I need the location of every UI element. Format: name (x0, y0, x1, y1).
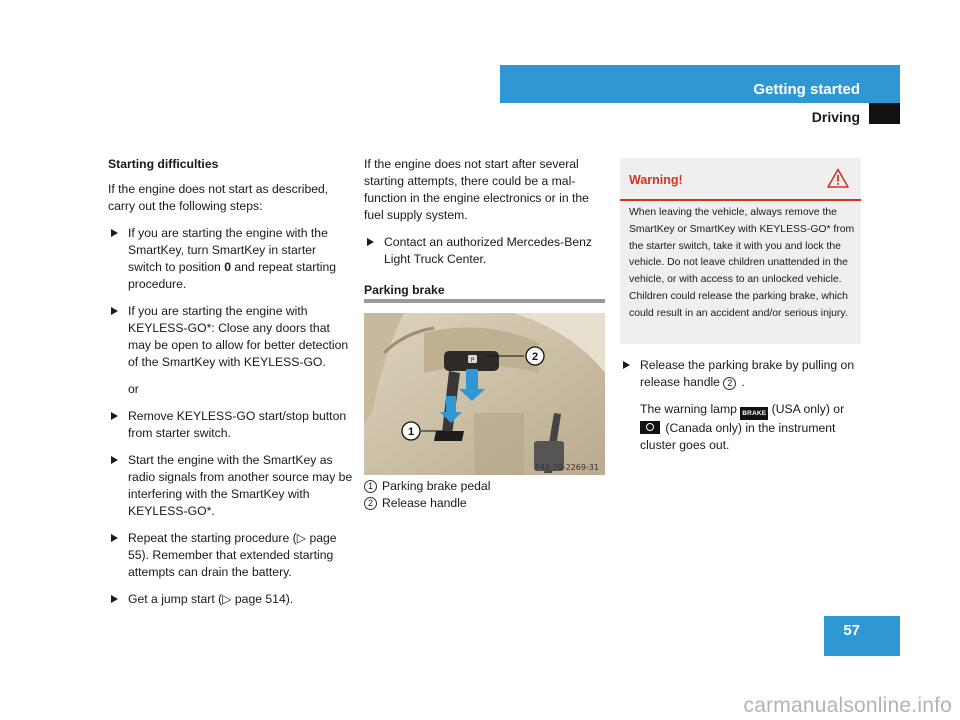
bullet-arrow-icon (111, 412, 118, 420)
lamp-text-usa: (USA only) or (768, 402, 845, 416)
bullet-arrow-icon (367, 238, 374, 246)
step-jump-start (108, 591, 353, 608)
warning-triangle-icon (827, 168, 849, 188)
bullet-arrow-icon (111, 229, 118, 237)
step-text: Contact an authorized Mercedes-Benz Light Truck Center. (384, 235, 592, 266)
warning-header (620, 158, 861, 200)
step-remove-button (108, 408, 353, 442)
caption-text: Release handle (382, 496, 467, 510)
step-text: Remove KEYLESS-GO start/stop button from starter switch. (128, 409, 347, 440)
parking-brake-heading: Parking brake (364, 283, 445, 297)
lamp-text-canada: (Canada only) in the instrument cluster goes out. (640, 421, 836, 452)
lamp-text: The warning lamp (640, 402, 741, 416)
subsection-title: Driving (811, 109, 860, 125)
step-text: Start the engine with the SmartKey as radio signals from another source may be interfering with the SmartKey with KEYLESS-GO*. (128, 453, 353, 518)
bullet-arrow-icon (111, 456, 118, 464)
warning-text: When leaving the vehicle, always remove the SmartKey or SmartKey with KEYLESS-GO* from the starter switch, take it with you and lock the vehicle. Do not leave children unattended in the vehicle, or with access to an unlocked vehicle. Children could release the parking brake, which could result in an accident and/or serious injury. (629, 207, 855, 319)
intro-paragraph: If the engine does not start as described, carry out the following steps: (108, 182, 329, 213)
or-text: or (128, 382, 139, 396)
step-contact-dealer (364, 234, 606, 268)
caption-text: Parking brake pedal (382, 479, 491, 493)
step-text-end: . (741, 375, 745, 389)
column-3 (620, 357, 865, 464)
section-divider (364, 299, 605, 303)
starting-difficulties-heading: Starting difficulties (108, 157, 219, 171)
subheader-block (869, 103, 900, 124)
bullet-arrow-icon (623, 361, 630, 369)
caption-row-1 (364, 478, 606, 495)
header-bar (500, 65, 900, 103)
step-text: Get a jump start (▷ page 514). (128, 592, 294, 606)
svg-text:1: 1 (407, 426, 415, 438)
step-release-brake (620, 357, 865, 391)
parking-brake-illustration (364, 313, 605, 475)
parking-brake-figure (364, 313, 605, 475)
figure-caption (364, 478, 606, 512)
page-number-box (824, 616, 900, 656)
callout-number: 2 (364, 497, 377, 510)
step-text: Release the parking brake by pulling on release handle (640, 358, 855, 389)
bullet-arrow-icon (111, 307, 118, 315)
subheader (500, 103, 900, 127)
position-zero: 0 (224, 260, 231, 274)
section-title-header: Getting started (753, 81, 860, 98)
caption-row-2 (364, 495, 606, 512)
column-2 (364, 156, 606, 278)
bullet-arrow-icon (111, 534, 118, 542)
warning-box (620, 158, 861, 344)
step-text: If you are starting the engine with KEYLESS-GO*: Close any doors that may be open to allow for better detection of the SmartKey with KEYLESS-GO. (128, 304, 349, 369)
page-number: 57 (843, 622, 860, 639)
step-repeat (108, 530, 353, 581)
step-text: Repeat the starting procedure (▷ page 55). Remember that extended starting attempts can drain the battery. (128, 531, 337, 579)
bullet-arrow-icon (111, 595, 118, 603)
svg-text:P: P (470, 357, 475, 364)
canada-brake-lamp-icon (640, 421, 660, 434)
step-keyless-go (108, 303, 353, 371)
step-text-end: and repeat starting procedure. (128, 260, 337, 291)
warning-title: Warning! (629, 173, 683, 187)
svg-text:2: 2 (531, 351, 539, 363)
callout-number: 1 (364, 480, 377, 493)
step-start-with-smartkey (108, 452, 353, 520)
warning-divider (620, 199, 861, 201)
brake-lamp-icon: BRAKE (740, 407, 768, 420)
step-text: If you are starting the engine with the SmartKey, turn SmartKey in starter switch to position (128, 226, 328, 274)
step-smartkey (108, 225, 353, 293)
column-1 (108, 156, 353, 618)
figure-code: P42.20-2269-31 (534, 463, 599, 472)
callout-number: 2 (723, 377, 736, 390)
watermark: carmanualsonline.info (743, 694, 952, 717)
warning-lamp-note (620, 401, 865, 454)
malfunction-paragraph: If the engine does not start after several starting attempts, there could be a mal-function in the engine electronics or in the fuel supply system. (364, 157, 589, 222)
